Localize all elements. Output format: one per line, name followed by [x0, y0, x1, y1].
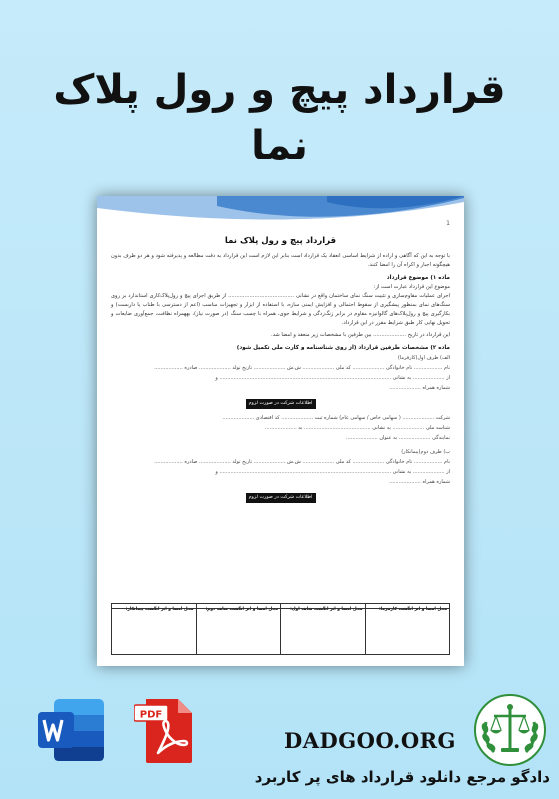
signature-divider — [111, 608, 450, 609]
pdf-icon — [134, 697, 196, 765]
brand-name: DADGOO.ORG — [284, 728, 456, 753]
party2-line1: نام .................. نام خانوادگی .................... کد ملی .................... ش.ش .................... تاریخ تولد .................... صادره .................. — [154, 459, 450, 465]
signature-cell: محل امضا و اثر انگشت پیمانکار: — [125, 607, 194, 612]
pdf-label: PDF — [139, 709, 163, 721]
document-preview — [97, 196, 464, 666]
signature-cell: محل امضا و اثر انگشت شاهد اول: — [280, 604, 365, 654]
party1-line1: نام .................. نام خانوادگی .................... کد ملی .................... ش.ش .................... تاریخ تولد .................... صادره .................. — [154, 365, 450, 371]
party2-line3: شماره همراه .................... — [389, 479, 450, 485]
company-info-bar: اطلاعات شرکت در صورت لزوم — [246, 493, 316, 503]
company-line1: شرکت .................... ( سهامی خاص / سهامی عام) شماره ثبت .................... کد اقتصادی .................... — [222, 415, 450, 421]
party2-heading: ب) طرف دوم(پیمانکار) — [401, 449, 450, 455]
party1-line3: شماره همراه .................... — [389, 385, 450, 391]
party1-heading: الف) طرف اول(کارفرما) — [397, 355, 450, 361]
company-info-bar: اطلاعات شرکت در صورت لزوم — [246, 399, 316, 409]
document-body — [111, 252, 450, 507]
party2-line2: از .................... به نشانی ............................................................................................................ و — [215, 469, 450, 475]
section1-date: این قرارداد در تاریخ .................... بین طرفین با مشخصات زیر منعقد و امضا شد. — [271, 332, 450, 338]
page-title-line1: قرارداد پیچ و رول پلاک — [53, 67, 506, 113]
page-number: 1 — [446, 220, 450, 227]
scales-of-justice-logo — [472, 692, 548, 768]
party1-line2: از .................... به نشانی ............................................................................................................ و — [215, 375, 450, 381]
page-title-line2: نما — [251, 123, 308, 169]
word-icon — [36, 697, 106, 763]
company-line3: نمایندگی .................... به عنوان .................... — [345, 435, 450, 441]
header-wave-decoration — [97, 196, 464, 234]
signature-cell: محل امضا و اثر انگشت کارفرما: — [365, 604, 450, 654]
section1-lead: موضوع این قرارداد عبارت است از: — [373, 284, 450, 290]
signature-table — [111, 603, 450, 655]
section1-heading: ماده ۱) موضوع قرارداد — [386, 275, 450, 281]
document-title: قرارداد پیچ و رول پلاک نما — [224, 236, 337, 246]
signature-cell: محل امضا و اثر انگشت شاهد دوم: — [196, 604, 281, 654]
section2-heading: ماده ۲) مشخصات طرفین قرارداد (از روی شناسنامه و کارت ملی تکمیل شود) — [236, 345, 450, 351]
company-line2: شناسه ملی .................... به نشانی .......................................... به .................... — [264, 425, 450, 431]
tagline: دادگو مرجع دانلود قرارداد های پر کاربرد — [254, 768, 550, 786]
page-title — [0, 62, 559, 174]
intro-paragraph: با توجه به این که آگاهی و اراده از شرایط اساسی انعقاد یک قرارداد است بنابر این لازم است این قرارداد به دقت مطالعه و پذیرفته شود و هر دو طرف بدون هیچگونه اجبار و اکراه آن را امضا کنند. — [111, 253, 450, 268]
section1-text: اجرای عملیات مقاوم‌سازی و تثبیت سنگ نمای ساختمان واقع در نشانی ........................................ از طریق اجرای پیچ و رول‌پلاک‌کاری استاندارد بر روی سنگ‌های نمای بمنظور پیشگیری از سقوط احتمالی و افزایش ایمنی سازه، با استفاده از ابزار و تجهیزات مناسب (اعم از دسترسی با طناب یا داربست) و بکارگیری پیچ و رول‌پلاک‌های گالوانیزه مقاوم در برابر زنگ‌زدگی و شرایط جوی، همراه با چسب سنگ (در صورت نیاز)، بههمراه نظافت، جمع‌آوری ضایعات و تحویل نهایی کار طبق شرایط مقرر در این قرارداد. — [111, 293, 450, 326]
